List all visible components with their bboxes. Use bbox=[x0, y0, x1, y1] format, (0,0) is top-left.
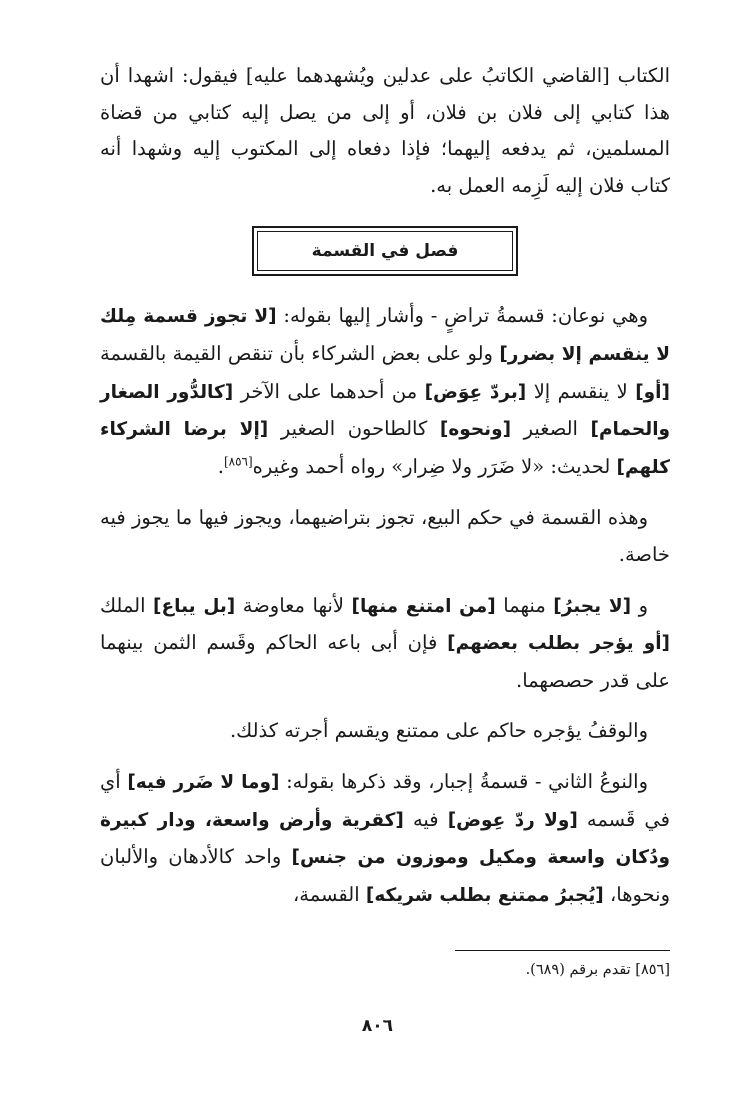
section-heading-frame bbox=[100, 226, 670, 276]
text-run: واحد كالأدهان والألبان ونحوها، bbox=[100, 845, 670, 906]
paragraph-division-types bbox=[100, 298, 670, 486]
matn-bold: [يُجبرُ ممتنع بطلب شريكه] bbox=[365, 884, 604, 906]
footnote: [٨٥٦] تقدم برقم (٦٨٩). bbox=[525, 962, 670, 978]
matn-bold: [من امتنع منها] bbox=[351, 595, 496, 617]
matn-bold: [كالدُّور الصغار والحمام] bbox=[100, 381, 671, 441]
page-body bbox=[100, 58, 670, 914]
text-run: فيه bbox=[403, 807, 448, 831]
matn-bold: [لا يجبرُ] bbox=[553, 595, 632, 617]
matn-bold: [أو] bbox=[635, 381, 670, 403]
matn-bold: [إلا برضا الشركاء كلهم] bbox=[100, 419, 670, 478]
footnote-reference[interactable]: [٨٥٦] bbox=[223, 454, 253, 469]
text-run: لحديث: «لا ضَرَر ولا ضِرار» رواه أحمد وغيره bbox=[252, 454, 617, 478]
text-run: وهي نوعان: قسمةُ تراضٍ - وأشار إليها بقوله: bbox=[276, 304, 648, 328]
text-run: و bbox=[631, 593, 648, 617]
matn-bold: [ولا ردّ عِوض] bbox=[447, 809, 578, 831]
page-number: ٨٠٦ bbox=[361, 1016, 394, 1036]
matn-bold: [أو يؤجر بطلب بعضهم] bbox=[447, 633, 670, 655]
text-run: منهما bbox=[495, 593, 554, 617]
paragraph-gap bbox=[100, 486, 670, 500]
paragraph-gap bbox=[100, 574, 670, 588]
paragraph-no-compulsion bbox=[100, 588, 670, 700]
paragraph-compulsory-division bbox=[100, 764, 670, 914]
matn-bold: [بل يباع] bbox=[153, 595, 236, 617]
text-run: والنوعُ الثاني - قسمةُ إجبار، وقد ذكرها بقوله: bbox=[279, 769, 648, 793]
intro-paragraph: الكتاب [القاضي الكاتبُ على عدلين ويُشهدهما عليه] فيقول: اشهدا أن هذا كتابي إلى فلان بن فلان، أو إلى من يصل إليه كتابي من قضاة المسلمين، ثم يدفعه إليهما؛ فإذا دفعاه إلى المكتوب إليه وشهدا أنه كتاب فلان إليه لَزِمه العمل به. bbox=[100, 64, 670, 197]
matn-bold: [وما لا ضَرر فيه] bbox=[127, 771, 280, 793]
matn-bold: [لا تجوز قسمة مِلك لا ينقسم إلا بضرر] bbox=[100, 306, 670, 365]
paragraph-gap bbox=[100, 750, 670, 764]
paragraph-sale-ruling: وهذه القسمة في حكم البيع، تجوز بتراضيهما، ويجوز فيها ما يجوز فيه خاصة. bbox=[100, 506, 670, 566]
text-run: . bbox=[217, 454, 224, 478]
text-run: القسمة، bbox=[293, 882, 366, 906]
text-run: فإن أبى باعه الحاكم وقَسم الثمن بينهما على قدر حصصهما. bbox=[100, 631, 670, 692]
footnote-separator bbox=[455, 950, 670, 951]
text-run: من أحدهما على الآخر bbox=[233, 379, 425, 403]
text-run: ولو على بعض الشركاء بأن تنقص القيمة بالقسمة bbox=[100, 341, 500, 365]
matn-bold: [ونحوه] bbox=[439, 419, 512, 441]
text-run: الملك bbox=[100, 593, 154, 617]
text-run: لأنها معاوضة bbox=[235, 593, 352, 617]
text-run: كالطاحون الصغير bbox=[268, 417, 440, 441]
text-run: لا ينقسم إلا bbox=[526, 379, 636, 403]
matn-bold: [كقرية وأرض واسعة، ودار كبيرة ودُكان واسعة ومكيل وموزون من جنس] bbox=[100, 809, 671, 869]
paragraph-gap bbox=[100, 699, 670, 713]
text-run: الصغير bbox=[511, 417, 591, 441]
heading-outer-border bbox=[252, 226, 518, 276]
paragraph-waqf: والوقفُ يؤجره حاكم على ممتنع ويقسم أجرته كذلك. bbox=[229, 719, 648, 743]
section-heading: فصل في القسمة bbox=[257, 231, 513, 271]
matn-bold: [بردّ عِوَض] bbox=[424, 381, 527, 403]
text-run: أي في قَسمه bbox=[100, 769, 670, 831]
